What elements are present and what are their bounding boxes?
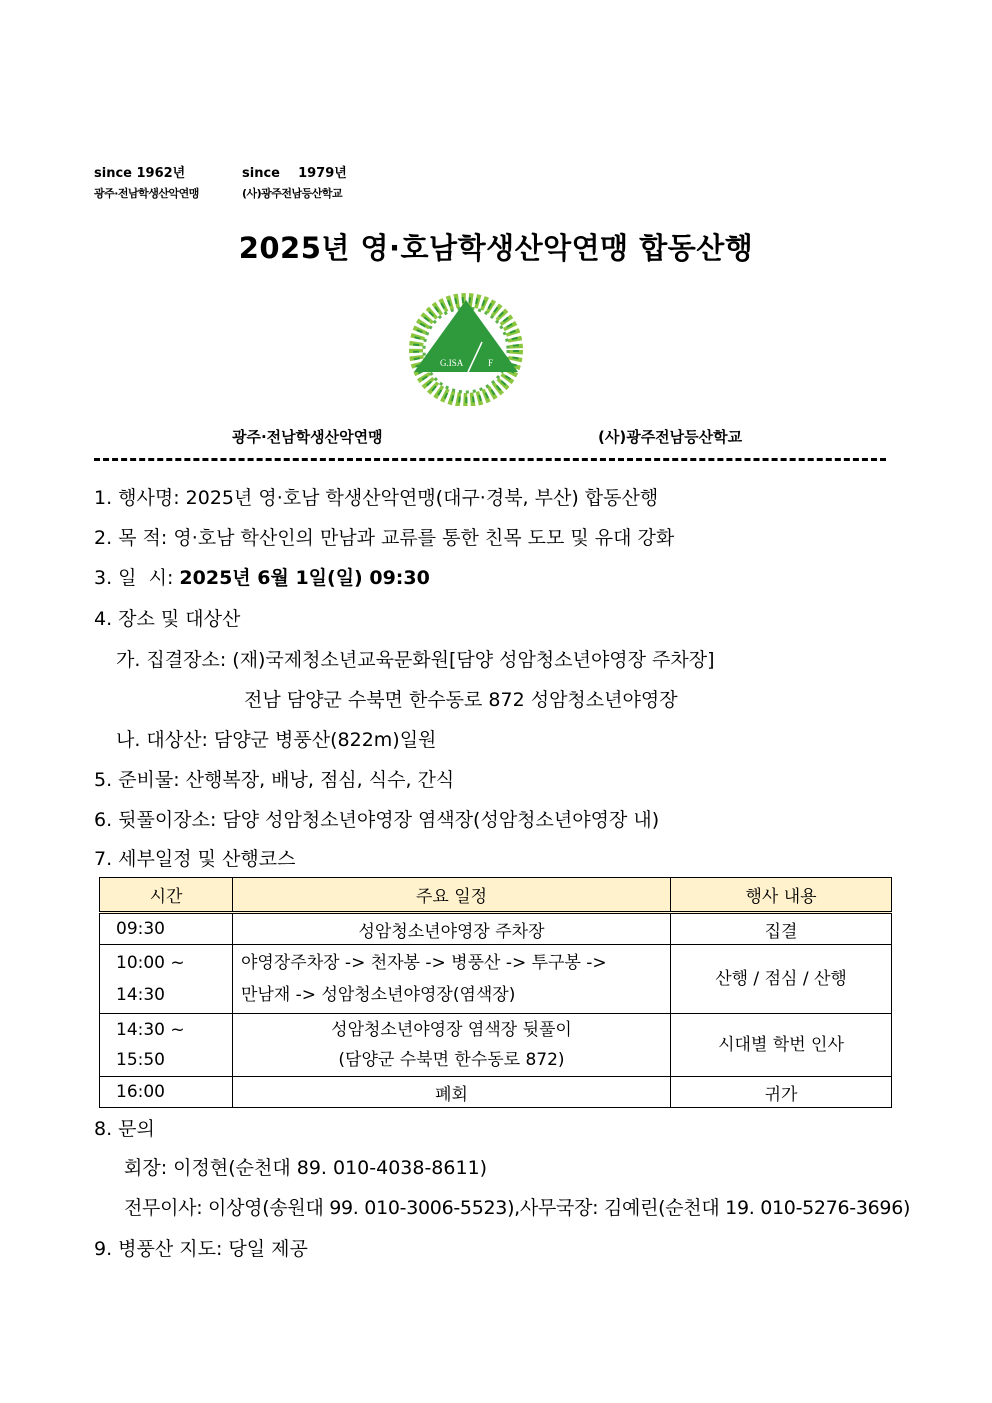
table-header-row (100, 878, 892, 913)
since-right-text: since 1979년 (242, 166, 347, 181)
row-time-start: 14:30 ~ (116, 1020, 185, 1040)
item-schedule-heading: 7. 세부일정 및 산행코스 (94, 848, 296, 870)
row-time: 16:00 (100, 1077, 233, 1108)
row-plan (233, 1014, 671, 1077)
item-afterparty: 6. 뒷풀이장소: 담양 성암청소년야영장 염색장(성암청소년야영장 내) (94, 809, 660, 831)
header-plan: 주요 일정 (233, 878, 671, 913)
row-time-end: 15:50 (116, 1050, 165, 1070)
since-left-org: 광주·전남학생산악연맹 (94, 187, 199, 200)
item-purpose: 2. 목 적: 영·호남 학산인의 만남과 교류를 통한 친목 도모 및 유대 강화 (94, 527, 675, 549)
row-time (100, 1014, 233, 1077)
row-plan-line1: 야영장주차장 -> 천자봉 -> 병풍산 -> 투구봉 -> (241, 953, 607, 973)
table-row (100, 1014, 892, 1077)
row-time-start: 10:00 ~ (116, 953, 185, 973)
org-name-right: (사)광주전남등산학교 (598, 428, 743, 446)
logo-text-right: F (488, 358, 494, 368)
row-time (100, 945, 233, 1014)
item-inquiry-president: 회장: 이정현(순천대 89. 010-4038-8611) (124, 1157, 488, 1179)
document-title: 2025년 영·호남학생산악연맹 합동산행 (238, 231, 754, 265)
since-left-block (94, 164, 199, 204)
row-time: 09:30 (100, 913, 233, 945)
item-map: 9. 병풍산 지도: 당일 제공 (94, 1238, 308, 1260)
item-datetime-label: 3. 일 시: (94, 567, 180, 589)
since-right-block (242, 164, 347, 204)
header-activity: 행사 내용 (671, 878, 892, 913)
row-activity: 산행 / 점심 / 산행 (671, 945, 892, 1014)
dashed-divider (94, 458, 886, 461)
row-plan-line2: (담양군 수북면 한수동로 872) (338, 1050, 565, 1070)
item-meeting-address: 전남 담양군 수북면 한수동로 872 성암청소년야영장 (244, 689, 678, 711)
org-name-left: 광주·전남학생산악연맹 (232, 428, 383, 446)
row-plan (233, 945, 671, 1014)
row-activity: 시대별 학번 인사 (671, 1014, 892, 1077)
item-datetime-value: 2025년 6월 1일(일) 09:30 (179, 567, 430, 589)
item-event-name: 1. 행사명: 2025년 영·호남 학생산악연맹(대구·경북, 부산) 합동산행 (94, 487, 659, 509)
item-location: 4. 장소 및 대상산 (94, 608, 241, 630)
header-time: 시간 (100, 878, 233, 913)
row-plan-line2: 만남재 -> 성암청소년야영장(염색장) (241, 985, 516, 1005)
row-activity: 귀가 (671, 1077, 892, 1108)
row-plan: 폐회 (233, 1077, 671, 1108)
item-target-mountain: 나. 대상산: 담양군 병풍산(822m)일원 (116, 729, 437, 751)
item-datetime (94, 565, 430, 591)
table-row (100, 1077, 892, 1108)
federation-logo (404, 290, 528, 406)
row-time-end: 14:30 (116, 985, 165, 1005)
row-plan-line1: 성암청소년야영장 염색장 뒷풀이 (331, 1020, 572, 1040)
schedule-table (99, 877, 892, 1108)
row-activity: 집결 (671, 913, 892, 945)
table-row (100, 913, 892, 945)
table-row (100, 945, 892, 1014)
since-right-org: (사)광주전남등산학교 (242, 187, 343, 200)
logo-text-left: G.ISA (440, 358, 464, 368)
row-plan: 성암청소년야영장 주차장 (233, 913, 671, 945)
item-supplies: 5. 준비물: 산행복장, 배낭, 점심, 식수, 간식 (94, 769, 455, 791)
item-meeting-place: 가. 집결장소: (재)국제청소년교육문화원[담양 성암청소년야영장 주차장] (116, 649, 715, 671)
since-left-text: since 1962년 (94, 166, 186, 181)
item-inquiry-staff: 전무이사: 이상영(송원대 99. 010-3006-5523),사무국장: 김예린(순천대 19. 010-5276-3696) (124, 1197, 911, 1219)
item-inquiry: 8. 문의 (94, 1118, 155, 1140)
